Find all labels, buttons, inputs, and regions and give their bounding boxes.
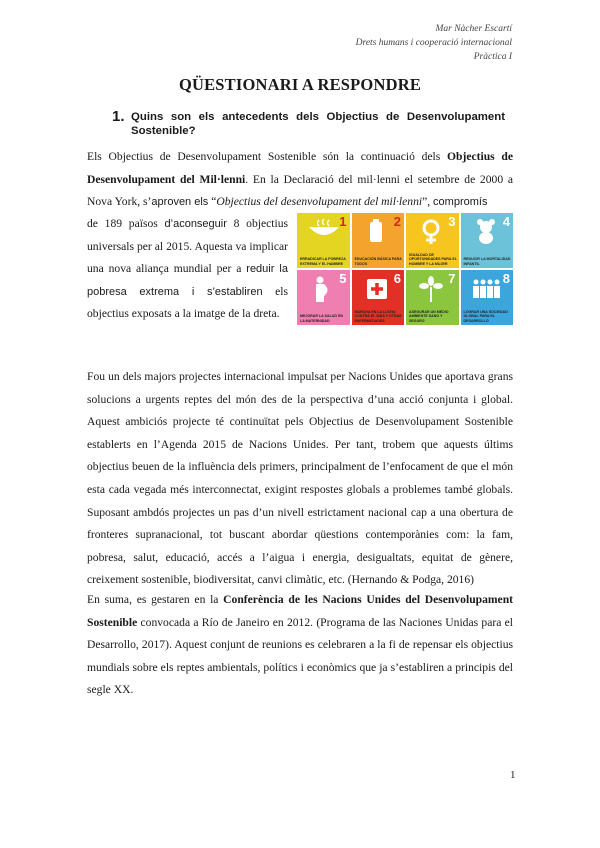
goal-number: 7	[448, 271, 456, 286]
goal-label: ERRADICAR LA POBREZA EXTREMA Y EL HAMBRE	[300, 257, 346, 266]
p2-text-c: 8 objectius universals per al 2015. Aquesta va implicar una nova aliança mundial per a	[87, 217, 289, 276]
teddy-bear-icon	[471, 219, 501, 245]
goal-tile-7	[406, 270, 459, 325]
goal-number: 1	[339, 214, 347, 229]
goal-label: MEJORAR LA SALUD EN LA MATERNIDAD	[300, 314, 343, 323]
goal-label: IGUALDAD DE OPORTUNIDADES PARA EL HOMBRE Y LA MUJER	[409, 253, 457, 266]
p2-text-a: de 189 països	[87, 217, 165, 230]
goal-number: 4	[502, 214, 510, 229]
p1-text-c: . En la Declaració del mil·lenni el setembre de 2000 a Nova York, s’	[87, 172, 513, 209]
goal-number: 2	[393, 214, 401, 229]
goal-number: 8	[502, 271, 510, 286]
question-text: Quins son els antecedents dels Objectius de Desenvolupament Sostenible?	[131, 111, 505, 137]
goal-number: 3	[448, 214, 456, 229]
goal-label: ASEGURAR UN MEDIO AMBIENTE SANO Y SEGURO	[409, 310, 449, 323]
p1-text-h: compromís	[433, 196, 488, 209]
medical-cross-icon	[362, 276, 392, 302]
p4-text-c: convocada a Río de Janeiro en 2012. (Programa de las Naciones Unidas para el Desarrollo, 2017). Aquest conjunt de reunions es celebraren a la fi de repensar els objectius mundials sobre els reptes ambientals, polítics i econòmics que ja s’establiren a principis del segle XX.	[87, 615, 513, 697]
goal-tile-8	[461, 270, 514, 325]
people-group-icon	[471, 276, 503, 302]
paragraph-2	[87, 213, 288, 326]
paragraph-4	[87, 589, 513, 702]
goal-tile-6	[352, 270, 405, 325]
p1-text-d: aproven els	[151, 196, 209, 209]
paragraph-3: Fou un dels majors projectes internacional impulsat per Nacions Unides que aportava grans solucions a urgents reptes del món des de la perspectiva d’una acció conjunta i global. Aquest ambiciós projecte té continuïtat pels Objectius de Desenvolupament Sostenible establerts en l’Agenda 2015 de Nacions Unides. Per tant, trobem que aquests últims objectius beuen de la influència dels primers, principalment de l’enfocament de que el món esta cada vegada més interconnectat, exigint respostes globals a problemes també globals. Suposant ambdós projectes un pas d’un nivell estrictament nacional cap a una obertura de fronteres supranacional, tot buscant abordar qüestions contemporànies com: la fam, pobresa, salut, educació, accés a l’aigua i energia, desigualtats, equitat de gènere, creixement sostenible, biodiversitat, canvi climàtic, etc. (Hernando & Podga, 2016)	[87, 370, 513, 587]
header-course: Drets humans i cooperació internacional	[355, 38, 512, 48]
mdg-goals-image	[297, 213, 513, 325]
goal-number: 6	[393, 271, 401, 286]
p1-text-a: Els Objectius de Desenvolupament Sostenible són la continuació dels	[87, 150, 448, 163]
plant-icon	[416, 276, 446, 302]
p1-text-e: “	[208, 195, 217, 209]
book-pencil-icon	[362, 219, 392, 243]
goal-tile-3	[406, 213, 459, 268]
pregnant-woman-icon	[307, 276, 337, 302]
header-practice: Pràctica I	[473, 52, 512, 62]
p2-text-d: reduir la pobresa extrema i s’establiren	[87, 263, 288, 298]
goal-label: REDUCIR LA MORTALIDAD INFANTIL	[463, 257, 511, 266]
bowl-icon	[307, 219, 341, 239]
p4-bold-conference: Conferència de les Nacions Unides del Desenvolupament Sostenible	[87, 593, 513, 629]
goal-tile-2	[352, 213, 405, 268]
header-author: Mar Nàcher Escartí	[435, 24, 512, 34]
p4-text-a: En suma, es gestaren en la	[87, 593, 224, 606]
p2-text-e: els objectius exposats a la imatge de la dreta.	[87, 284, 288, 321]
page-header	[356, 22, 512, 64]
p2-text-b: d’aconseguir	[164, 218, 227, 230]
document-title: QÜESTIONARI A RESPONDRE	[178, 75, 422, 94]
p1-text-g: ”,	[422, 195, 434, 209]
goal-tile-1	[297, 213, 350, 268]
page-number: 1	[510, 769, 516, 781]
female-symbol-icon	[416, 219, 446, 245]
goal-number: 5	[339, 271, 347, 286]
p1-bold-mdg: Objectius de Desenvolupament del Mil·lenni	[87, 150, 513, 186]
question-number: 1.	[112, 108, 125, 125]
paragraph-1	[87, 146, 513, 214]
goal-label: LOGRAR UNA SOCIEDAD GLOBAL PARA EL DESARROLLO	[463, 310, 508, 323]
goal-tile-5	[297, 270, 350, 325]
p1-italic-title: Objectius del desenvolupament del mil·lenni	[216, 195, 423, 209]
goal-tile-4	[461, 213, 514, 268]
goal-label: MARCHA EN LA LUCHA CONTRA EL SIDA Y OTRAS ENFERMEDADES	[354, 310, 402, 323]
goal-label: EDUCACIÓN BÁSICA PARA TODOS	[354, 257, 402, 266]
